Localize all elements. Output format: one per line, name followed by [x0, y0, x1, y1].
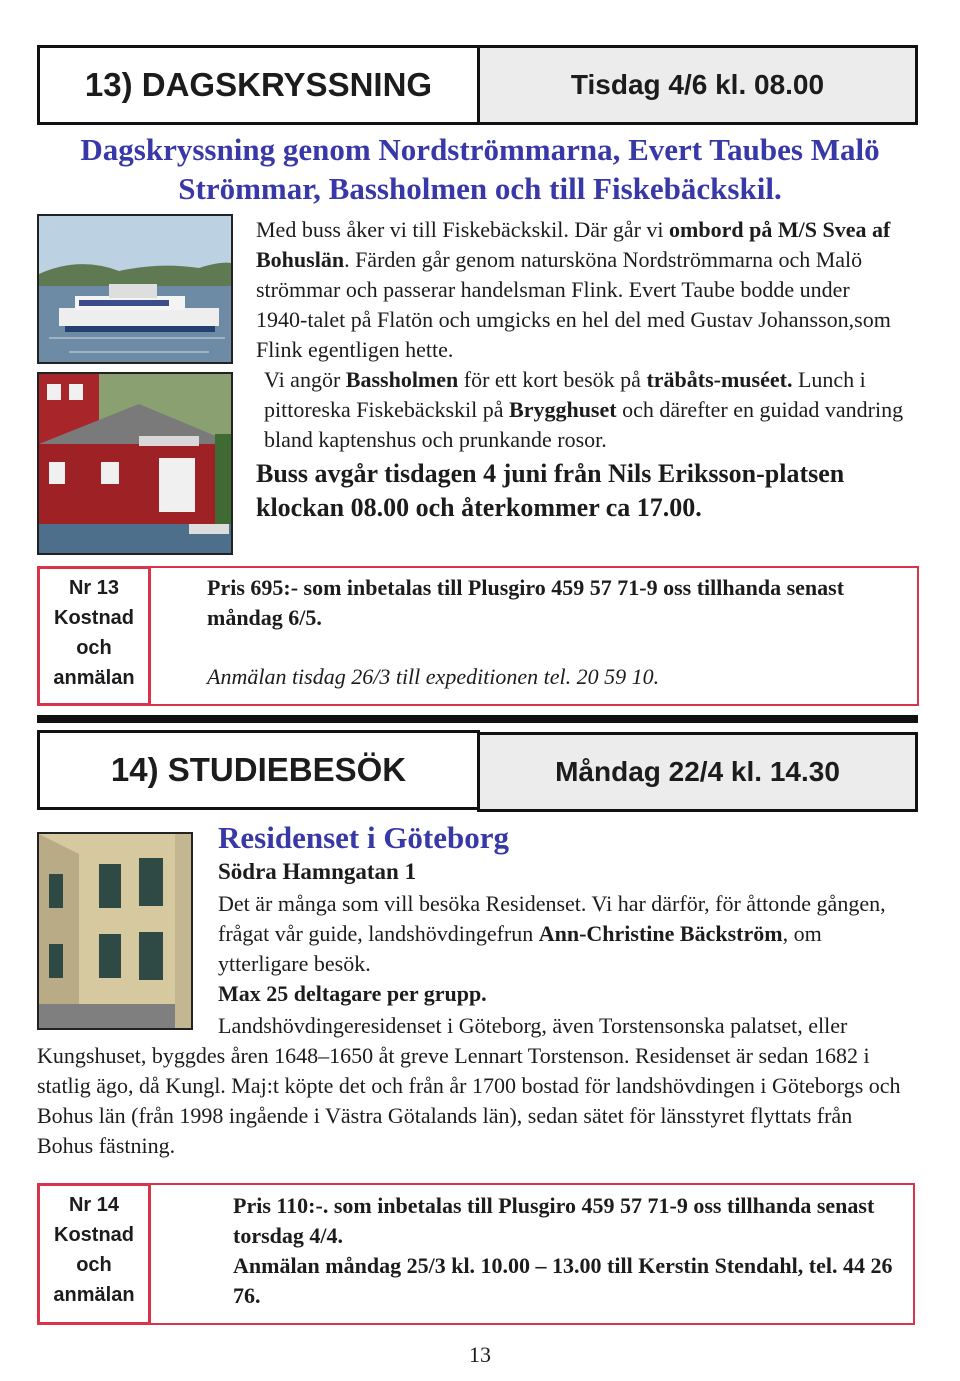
section14-body: [218, 889, 888, 1009]
label-line: och: [76, 1254, 112, 1276]
text-segment: och därefter en guidad vandring bland kaptenshus och prunkande rosor.: [264, 397, 904, 452]
label-line: Nr 13: [68, 577, 120, 599]
text-segment: . Färden går genom natursköna Nordströmmarna och Malö strömmar och passerar handelsman Flink. Evert Taube bodde under 1940-talet på Flatön och umgicks en hel del med Gustav Johansson,som Flink egentligen hette.: [256, 247, 891, 362]
text-segment: Lunch i pittoreska Fiskebäckskil på: [264, 367, 866, 422]
text-segment: Med buss åker vi till Fiskebäckskil. Där går vi: [256, 217, 670, 242]
label-line: anmälan: [53, 1284, 135, 1306]
section13-subtitle-line2: Strömmar, Bassholmen och till Fiskebäckskil.: [178, 171, 782, 206]
text-segment: för ett kort besök på: [458, 367, 647, 392]
boat-photo: [37, 214, 233, 364]
text-segment: , om ytterligare besök.: [218, 921, 822, 976]
section14-max-participants: Max 25 deltagare per grupp.: [218, 981, 487, 1006]
residence-photo: [37, 832, 193, 1030]
label-line: Kostnad: [54, 1224, 134, 1246]
label-line: Kostnad: [54, 607, 134, 629]
section13-body: [256, 215, 906, 525]
section13-registration: Anmälan tisdag 26/3 till expeditionen tel. 20 59 10.: [207, 664, 660, 689]
section14-history: Landshövdingeresidenset i Göteborg, även Torstensonska palatset, eller Kungshuset, byggdes åren 1648–1650 åt greve Lennart Torstenson. Residenset är sedan 1682 i statlig ägo, då Kungl. Maj:t köpte det och från år 1700 bostad för landshövdingen i Göteborgs och Bohus län (från 1998 ingående i Västra Götalands län), sedan sätet för länsstyret flyttats från Bohus fästning.: [37, 1013, 901, 1158]
label-line: och: [76, 637, 112, 659]
section14-registration: Anmälan måndag 25/3 kl. 10.00 – 13.00 till Kerstin Stendahl, tel. 44 26 76.: [233, 1253, 893, 1308]
section14-price: Pris 110:-. som inbetalas till Plusgiro 459 57 71-9 oss tillhanda senast torsdag 4/4.: [233, 1193, 875, 1248]
text-segment-bold: träbåts-muséet.: [646, 367, 793, 392]
residence-photo-art: [39, 834, 193, 1030]
text-segment-bold: ombord på M/S Svea af Bohuslän: [256, 217, 891, 272]
museum-photo: [37, 372, 233, 555]
text-segment: Vi angör: [264, 367, 346, 392]
section13-header-title: 13) DAGSKRYSSNING: [37, 45, 480, 125]
boat-photo-art: [39, 216, 233, 364]
section13-paragraph-1: [256, 215, 906, 365]
section14-address: Södra Hamngatan 1: [218, 859, 417, 884]
section-divider: [37, 715, 918, 723]
section13-subtitle-line1: Dagskryssning genom Nordströmmarna, Evert Taubes Malö: [80, 132, 880, 167]
label-line: Nr 14: [68, 1194, 120, 1216]
section14-paragraph-1: [218, 889, 888, 979]
text-segment-bold: Ann-Christine Bäckström: [538, 921, 783, 946]
section14-header-title: 14) STUDIEBESÖK: [37, 730, 480, 810]
text-segment-bold: Brygghuset: [509, 397, 617, 422]
section13-price: Pris 695:- som inbetalas till Plusgiro 459 57 71-9 oss tillhanda senast måndag 6/5.: [207, 575, 845, 630]
page-number: 13: [469, 1342, 491, 1367]
section14-title: Residenset i Göteborg: [218, 820, 510, 855]
section13-paragraph-2: [264, 365, 906, 455]
text-segment: Det är många som vill besöka Residenset. Vi har därför, för åttonde gången, frågat vår guide, landshövdingefrun: [218, 891, 886, 946]
label-line: anmälan: [53, 667, 135, 689]
section13-subtitle: [20, 130, 940, 208]
section13-cost-label: [37, 566, 151, 706]
museum-photo-art: [39, 374, 233, 555]
section13-header-date: Tisdag 4/6 kl. 08.00: [477, 45, 918, 125]
text-segment-bold: Bassholmen: [345, 367, 459, 392]
section14-cost-label: [37, 1183, 151, 1325]
section14-price-text: [233, 1191, 893, 1311]
section13-bus-info: Buss avgår tisdagen 4 juni från Nils Eriksson-platsen klockan 08.00 och återkommer ca 17.00.: [256, 459, 845, 522]
section14-header-date: Måndag 22/4 kl. 14.30: [477, 732, 918, 812]
